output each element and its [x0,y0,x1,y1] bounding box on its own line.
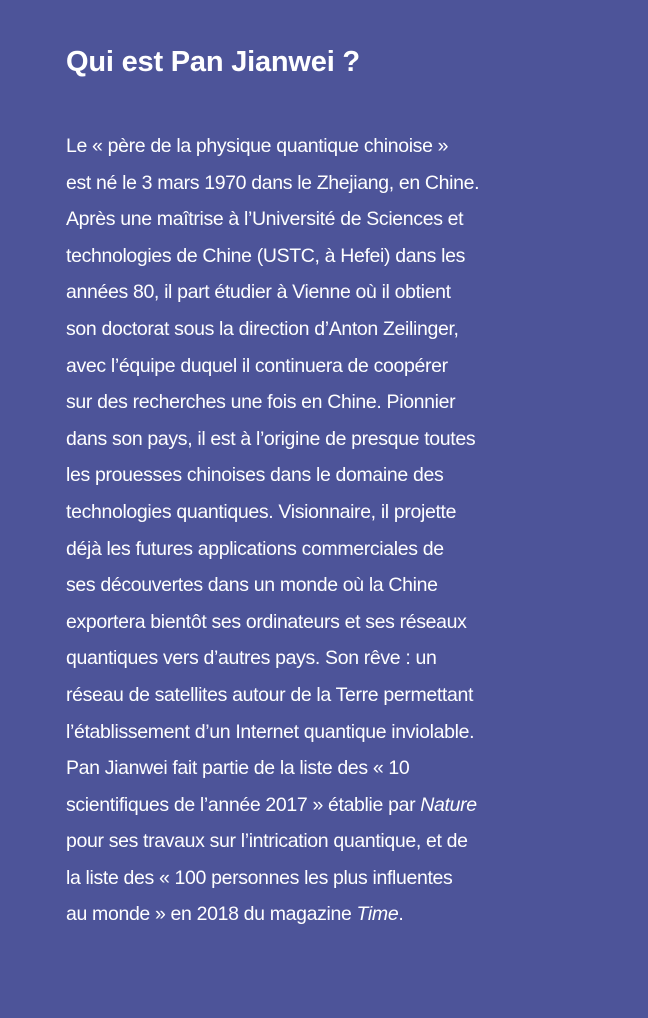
text-line [66,750,648,787]
text-line [66,714,648,751]
text-segment: Le « père de la physique quantique chinoise » [66,135,449,157]
text-line [66,165,648,202]
text-line [66,604,648,641]
text-line [66,384,648,421]
italic-title: Time [356,903,399,926]
text-line [66,457,648,494]
text-line [66,787,648,824]
text-segment: pour ses travaux sur l’intrication quantique, et de [66,830,468,853]
text-segment: avec l’équipe duquel il continuera de coopérer [66,354,448,377]
text-segment: années 80, il part étudier à Vienne où il obtient [66,281,451,304]
text-line [66,640,648,677]
text-line [66,128,648,165]
text-segment: réseau de satellites autour de la Terre permettant [66,683,474,706]
text-segment: . [398,903,404,926]
text-line [66,274,648,311]
text-line [66,896,648,933]
text-segment: sur des recherches une fois en Chine. Pionnier [66,391,456,414]
text-segment: la liste des « 100 personnes les plus influentes [66,866,453,889]
biography-text [66,128,648,933]
text-segment: ses découvertes dans un monde où la Chine [66,574,438,597]
box-title: Qui est Pan Jianwei ? [66,46,360,78]
text-segment: technologies quantiques. Visionnaire, il projette [66,500,457,523]
text-line [66,421,648,458]
text-segment: Pan Jianwei fait partie de la liste des « 10 [66,757,410,780]
text-line [66,201,648,238]
text-line [66,531,648,568]
text-line [66,567,648,604]
text-segment: son doctorat sous la direction d’Anton Zeilinger, [66,317,459,340]
text-line [66,677,648,714]
text-line [66,311,648,348]
text-line [66,348,648,385]
text-segment: exportera bientôt ses ordinateurs et ses réseaux [66,610,467,633]
text-line [66,860,648,897]
text-line [66,823,648,860]
text-segment: les prouesses chinoises dans le domaine des [66,464,444,487]
text-segment: au monde » en 2018 du magazine [66,903,357,926]
italic-title: Nature [420,793,477,816]
text-segment: l’établissement d’un Internet quantique inviolable. [66,720,475,743]
text-line [66,494,648,531]
text-line [66,238,648,275]
text-segment: Après une maîtrise à l’Université de Sciences et [66,208,464,231]
text-segment: scientifiques de l’année 2017 » établie par [66,793,421,816]
text-segment: quantiques vers d’autres pays. Son rêve : un [66,647,437,670]
text-segment: déjà les futures applications commerciales de [66,537,444,560]
text-segment: dans son pays, il est à l’origine de presque toutes [66,427,476,450]
text-segment: technologies de Chine (USTC, à Hefei) dans les [66,244,466,267]
text-segment: est né le 3 mars 1970 dans le Zhejiang, en Chine. [66,171,480,194]
